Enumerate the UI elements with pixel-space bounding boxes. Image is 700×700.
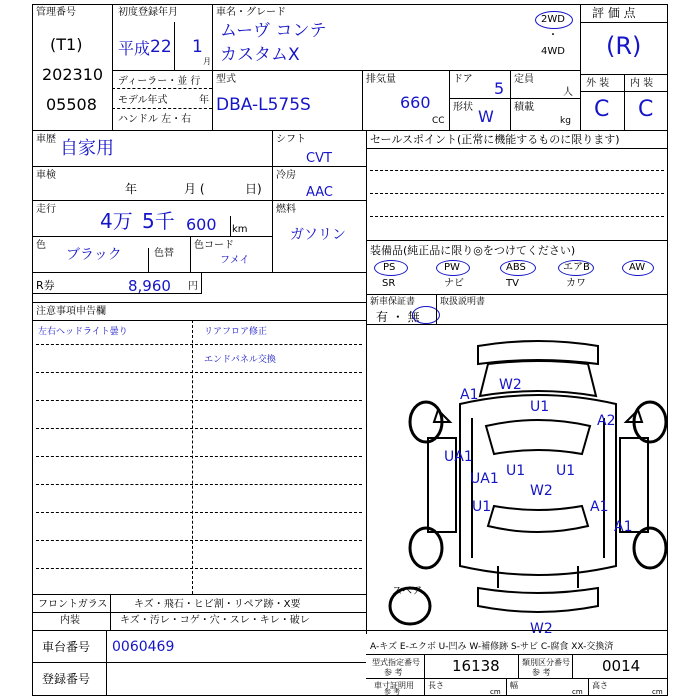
chassis-label: 車台番号 bbox=[42, 640, 91, 654]
recycle-label: R券 bbox=[36, 279, 55, 292]
sales-points-label: セールスポイント(正常に機能するものに限ります) bbox=[370, 133, 620, 146]
type-spec-value: 16138 bbox=[452, 657, 500, 675]
class-value: 0014 bbox=[602, 657, 641, 675]
divider bbox=[366, 654, 668, 655]
ac-value: AAC bbox=[306, 185, 333, 200]
dims-width-unit: cm bbox=[572, 688, 583, 696]
displacement-label: 排気量 bbox=[366, 74, 396, 85]
divider bbox=[32, 594, 366, 595]
inspection-year: 年 bbox=[125, 182, 138, 196]
manual-label: 取扱説明書 bbox=[440, 297, 486, 307]
month-unit: 月 bbox=[203, 57, 211, 66]
capacity-label: 定員 bbox=[514, 74, 534, 85]
front-glass-label: フロントガラス bbox=[38, 599, 108, 610]
grade: カスタムX bbox=[220, 45, 300, 65]
equip-pw: PW bbox=[444, 262, 460, 273]
dims-label: 車寸証明用 bbox=[374, 681, 414, 690]
year-label: 年 bbox=[199, 95, 209, 106]
equip-airb: エアB bbox=[563, 262, 590, 273]
chassis-value: 0060469 bbox=[112, 639, 175, 655]
drive-dot: ・ bbox=[548, 30, 558, 41]
interior-label: 内 装 bbox=[630, 78, 654, 89]
divider bbox=[588, 678, 589, 696]
equip-kawa: カワ bbox=[566, 278, 586, 289]
spare-label: スペア bbox=[392, 586, 422, 597]
legend-text: A-キズ E-エクボ U-凹み W-補修跡 S-サビ C-腐食 XX-交換済 bbox=[370, 642, 614, 652]
mark-u1-roof-left: U1 bbox=[506, 463, 526, 479]
divider bbox=[366, 130, 367, 294]
mark-a1-front-left: A1 bbox=[460, 387, 479, 403]
note-item-2: リアフロア修正 bbox=[204, 327, 268, 337]
divider bbox=[449, 70, 450, 130]
inspection-month: 月 ( bbox=[184, 182, 205, 196]
load-label: 積載 bbox=[514, 102, 534, 113]
mark-u1-rear-left: U1 bbox=[472, 499, 492, 515]
warranty-value: 有 ・ 無 bbox=[376, 310, 420, 324]
history-label: 車歴 bbox=[36, 134, 56, 145]
divider bbox=[190, 236, 191, 272]
mark-w2-roof: W2 bbox=[530, 483, 553, 499]
mark-w2-rear: W2 bbox=[530, 621, 553, 637]
equipment-label: 装備品(純正品に限り◎をつけてください) bbox=[370, 244, 576, 257]
divider bbox=[424, 654, 425, 678]
class-label: 類別区分番号 bbox=[522, 658, 570, 667]
divider bbox=[436, 294, 437, 324]
divider bbox=[366, 294, 668, 295]
reg-year: 22 bbox=[150, 37, 172, 57]
divider bbox=[272, 166, 366, 167]
divider bbox=[32, 302, 366, 303]
divider bbox=[366, 324, 668, 325]
divider bbox=[624, 74, 625, 130]
equip-ps: PS bbox=[383, 262, 396, 273]
reg-month: 1 bbox=[192, 37, 203, 57]
mark-u1-roof-right: U1 bbox=[556, 463, 576, 479]
divider bbox=[32, 630, 668, 631]
color-value: ブラック bbox=[66, 247, 122, 263]
drive-4wd: 4WD bbox=[541, 46, 565, 57]
mark-ua1-left-door: UA1 bbox=[470, 471, 499, 487]
equip-navi: ナビ bbox=[444, 278, 464, 289]
divider bbox=[366, 240, 668, 241]
type-spec-sub: 参 考 bbox=[384, 668, 403, 677]
type-spec-label: 型式指定番号 bbox=[372, 658, 420, 667]
divider bbox=[36, 568, 362, 569]
divider bbox=[36, 400, 362, 401]
mark-u1-hood: U1 bbox=[530, 399, 550, 415]
divider bbox=[32, 236, 272, 237]
notes-label: 注意事項申告欄 bbox=[36, 306, 106, 317]
divider bbox=[32, 320, 366, 321]
car-name-label: 車名・グレード bbox=[216, 7, 286, 18]
divider bbox=[449, 98, 580, 99]
divider bbox=[370, 170, 664, 171]
doors: 5 bbox=[494, 79, 505, 98]
dims-height: 高さ bbox=[592, 681, 608, 690]
recycle-unit: 円 bbox=[188, 281, 198, 292]
shape: W bbox=[478, 107, 494, 126]
registration-label: 登録番号 bbox=[42, 672, 91, 686]
equip-abs: ABS bbox=[506, 262, 526, 273]
mileage-unit: km bbox=[232, 224, 248, 235]
equip-tv: TV bbox=[506, 278, 519, 289]
class-sub: 参 考 bbox=[532, 668, 551, 677]
divider bbox=[36, 344, 362, 345]
mgmt-code: (T1) bbox=[50, 35, 83, 54]
fuel-value: ガソリン bbox=[290, 227, 346, 243]
divider bbox=[36, 428, 362, 429]
model-year-label: モデル年式 bbox=[118, 95, 168, 106]
displacement: 660 bbox=[400, 93, 431, 112]
divider bbox=[110, 594, 111, 630]
divider bbox=[36, 484, 362, 485]
color-code-label: 色コード bbox=[194, 240, 234, 251]
model-type-label: 型式 bbox=[216, 74, 236, 85]
divider bbox=[366, 678, 668, 679]
divider bbox=[572, 654, 573, 678]
mark-a2-front-right: A2 bbox=[597, 413, 616, 429]
divider bbox=[424, 678, 425, 696]
door-label: ドア bbox=[453, 74, 473, 85]
dims-length-unit: cm bbox=[490, 688, 501, 696]
fuel-label: 燃料 bbox=[276, 204, 296, 215]
interior-grade: C bbox=[638, 97, 654, 122]
divider bbox=[36, 456, 362, 457]
divider bbox=[174, 22, 175, 70]
divider bbox=[32, 200, 272, 201]
drive-2wd: 2WD bbox=[541, 14, 565, 25]
divider bbox=[112, 4, 113, 130]
divider bbox=[106, 630, 107, 696]
dims-length: 長さ bbox=[428, 681, 444, 690]
exterior-label: 外 装 bbox=[586, 78, 610, 89]
mileage-man: 4万 bbox=[100, 209, 133, 233]
divider bbox=[112, 88, 212, 89]
divider bbox=[32, 166, 272, 167]
dims-sub: 参 考 bbox=[384, 688, 401, 696]
mileage-rest: 600 bbox=[186, 215, 217, 234]
recycle-value: 8,960 bbox=[128, 277, 171, 295]
load-unit: kg bbox=[560, 116, 571, 126]
interior-desc: キズ・汚レ・コゲ・穴・スレ・キレ・破レ bbox=[120, 615, 310, 626]
exterior-grade: C bbox=[594, 97, 610, 122]
divider bbox=[580, 22, 668, 23]
mileage-label: 走行 bbox=[36, 204, 56, 215]
mark-a1-rear-wheel: A1 bbox=[614, 519, 633, 535]
divider bbox=[272, 200, 366, 201]
mileage-sen: 5千 bbox=[142, 209, 175, 233]
color-code: フメイ bbox=[220, 255, 250, 266]
divider bbox=[36, 512, 362, 513]
cc-unit: CC bbox=[432, 116, 445, 126]
divider bbox=[36, 372, 362, 373]
note-item-3: エンドパネル交換 bbox=[204, 355, 276, 365]
shift-value: CVT bbox=[306, 151, 332, 166]
divider bbox=[366, 294, 367, 634]
shift-label: シフト bbox=[276, 134, 306, 145]
history-value: 自家用 bbox=[60, 138, 114, 159]
era: 平成 bbox=[118, 39, 151, 58]
dealer-label: ディーラー・並 行 bbox=[118, 76, 201, 87]
car-name: ムーヴ コンテ bbox=[220, 21, 327, 41]
divider bbox=[370, 216, 664, 217]
divider bbox=[192, 320, 193, 594]
ac-label: 冷房 bbox=[276, 170, 296, 181]
divider bbox=[518, 654, 519, 678]
divider bbox=[362, 70, 363, 130]
equip-sr: SR bbox=[382, 278, 396, 289]
inspection-label: 車検 bbox=[36, 170, 56, 181]
divider bbox=[510, 70, 511, 130]
divider bbox=[212, 4, 213, 130]
front-glass-desc: キズ・飛石・ヒビ割・リペア跡・X要 bbox=[134, 599, 301, 610]
equip-aw: AW bbox=[629, 262, 646, 273]
mgmt-num2: 05508 bbox=[46, 95, 97, 114]
divider bbox=[32, 662, 366, 663]
mgmt-label: 管理番号 bbox=[36, 7, 76, 18]
dims-width: 幅 bbox=[510, 681, 518, 690]
mark-ua1-left: UA1 bbox=[444, 449, 473, 465]
mark-a1-rear-right: A1 bbox=[590, 499, 609, 515]
handle-label: ハンドル 左・右 bbox=[118, 114, 192, 125]
divider bbox=[272, 130, 273, 272]
divider bbox=[148, 248, 149, 272]
reg-label: 初度登録年月 bbox=[118, 7, 178, 18]
rating-label: 評 価 点 bbox=[592, 6, 636, 20]
divider bbox=[506, 678, 507, 696]
divider bbox=[36, 540, 362, 541]
recycle-box bbox=[32, 272, 202, 294]
divider bbox=[112, 108, 212, 109]
note-item-1: 左右ヘッドライト曇り bbox=[38, 327, 128, 337]
color-change-label: 色替 bbox=[154, 248, 174, 259]
inspection-day: 日) bbox=[245, 182, 262, 196]
mgmt-num1: 202310 bbox=[42, 65, 104, 84]
capacity-unit: 人 bbox=[563, 87, 573, 98]
divider bbox=[366, 148, 668, 149]
divider bbox=[370, 193, 664, 194]
dims-height-unit: cm bbox=[652, 688, 663, 696]
divider bbox=[32, 612, 366, 613]
model-type: DBA-L575S bbox=[216, 95, 311, 115]
color-label: 色 bbox=[36, 240, 46, 251]
interior-label-2: 内装 bbox=[60, 615, 80, 626]
divider bbox=[32, 130, 668, 131]
warranty-label: 新車保証書 bbox=[370, 297, 416, 307]
divider bbox=[230, 216, 231, 236]
shape-label: 形状 bbox=[453, 102, 473, 113]
rating-value: (R) bbox=[606, 32, 642, 60]
mark-w2-front: W2 bbox=[499, 377, 522, 393]
